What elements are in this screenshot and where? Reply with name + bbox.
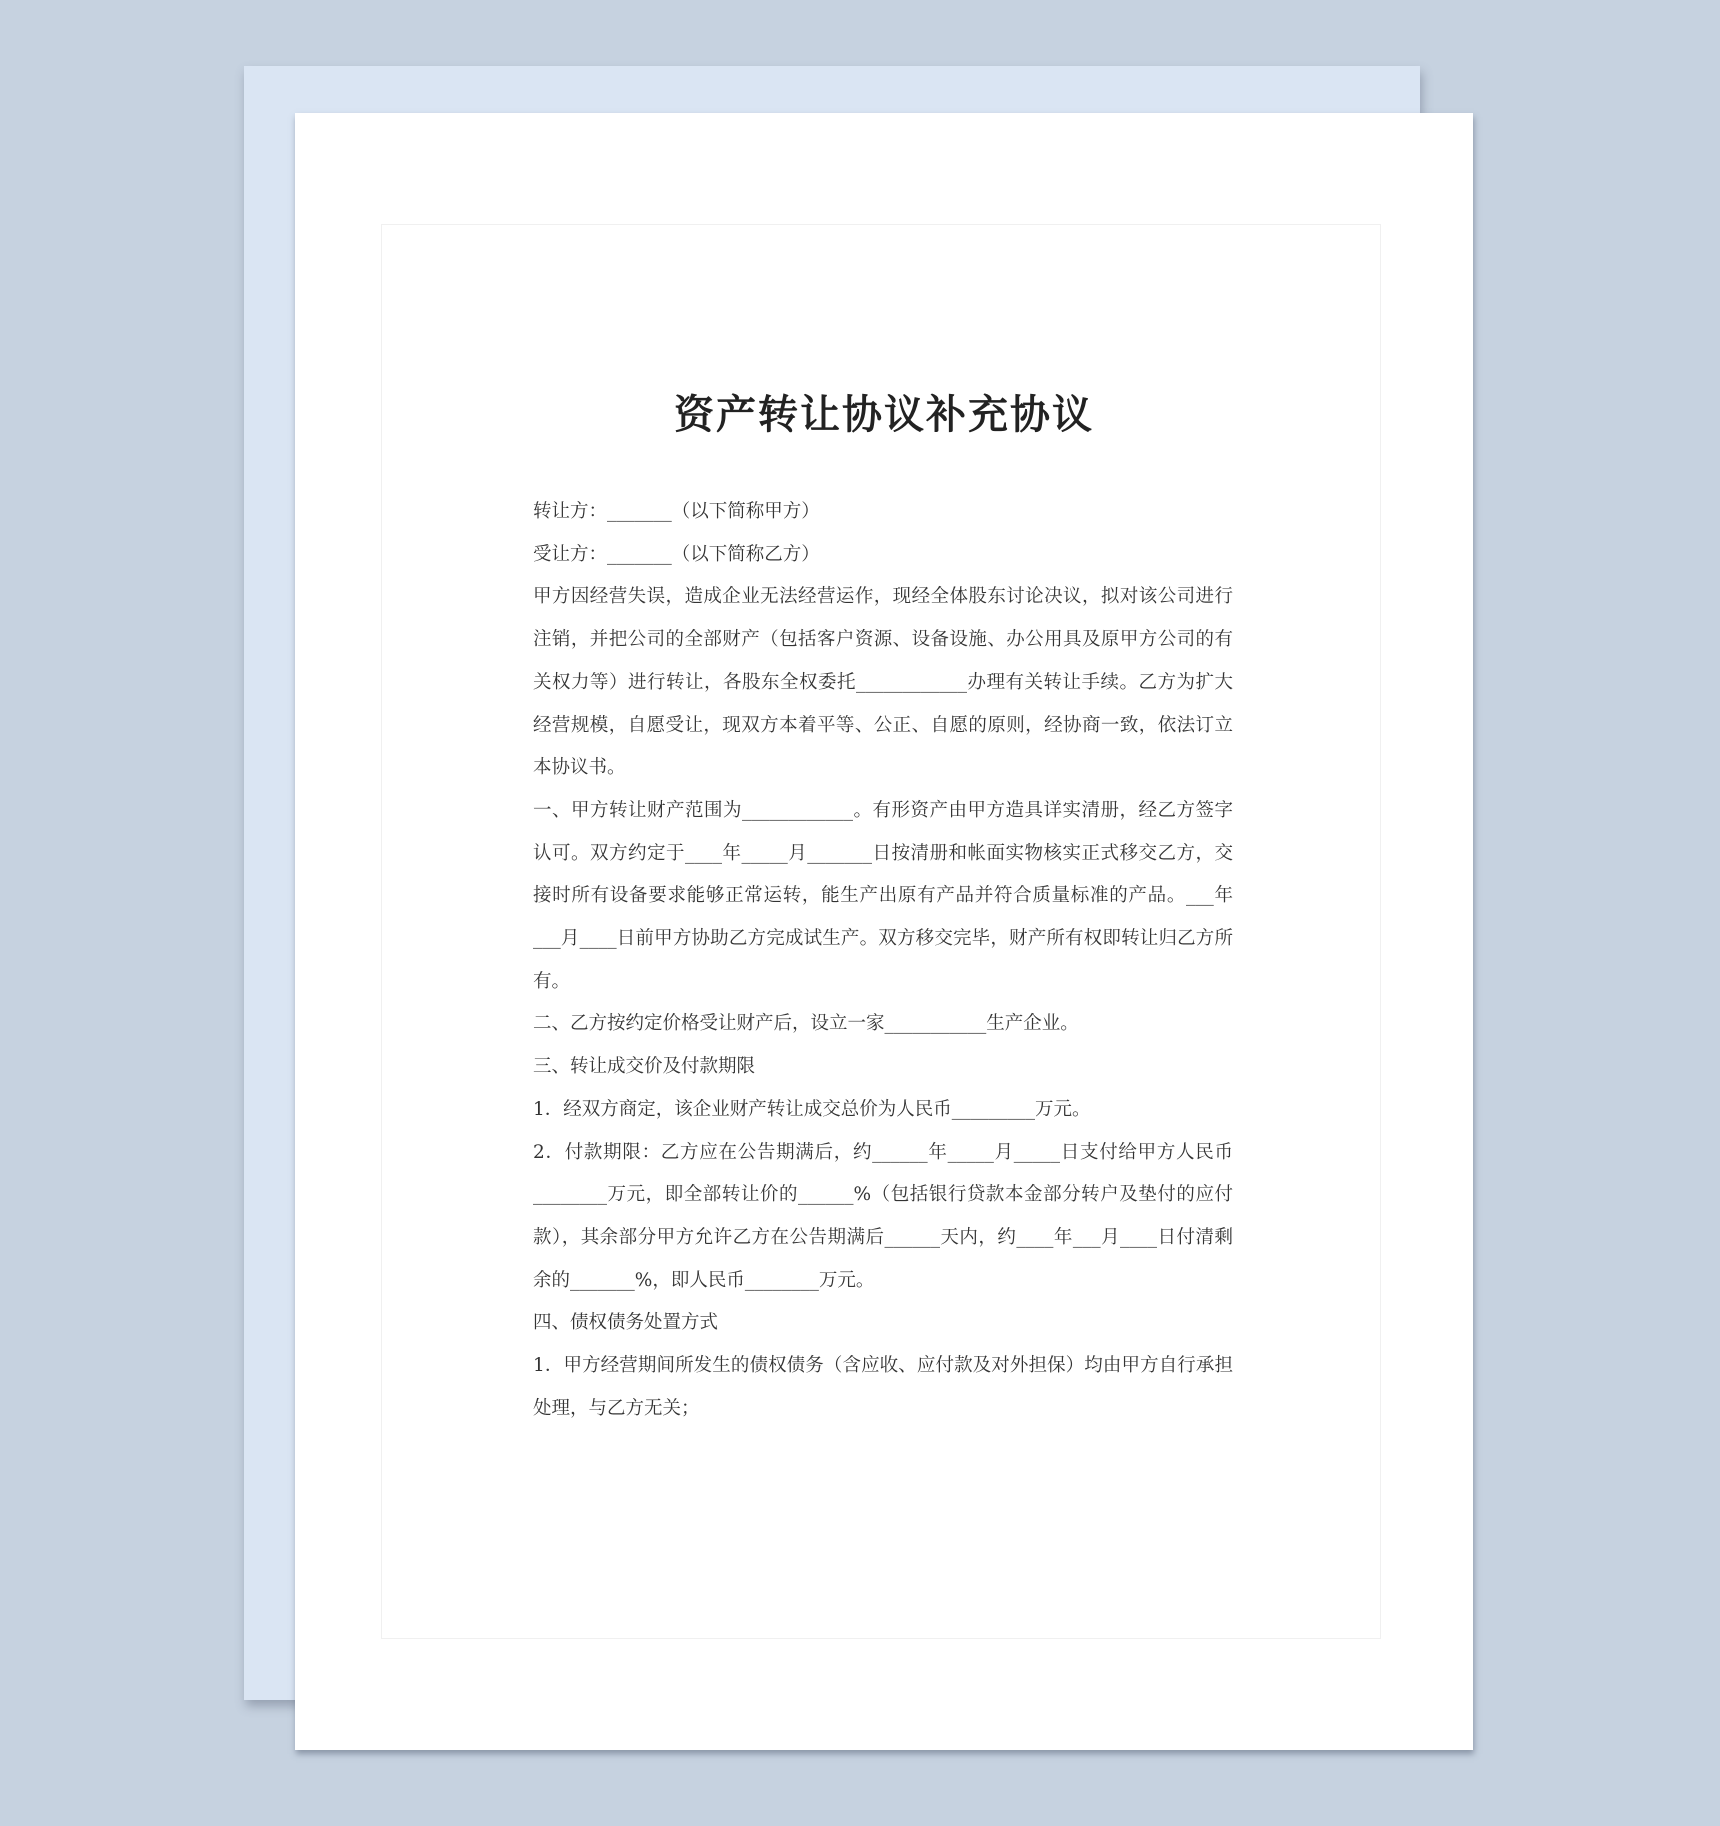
clause-3-heading: 三、转让成交价及付款期限 bbox=[533, 1056, 756, 1078]
party-b-line: 受让方：_______（以下简称乙方） bbox=[533, 543, 820, 565]
preamble-paragraph: 甲方因经营失误，造成企业无法经营运作，现经全体股东讨论决议，拟对该公司进行注销，并把公司的全部财产（包括客户资源、设备设施、办公用具及原甲方公司的有关权力等）进行转让，各股东全权委托____________办理有关转让手续。乙方为扩大经营规模，自愿受让，现双方本着平等、公正、自愿的原则，经协商一致，依法订立本协议书。 bbox=[533, 586, 1233, 779]
document-page bbox=[295, 113, 1473, 1750]
document-title: 资产转让协议补充协议 bbox=[674, 391, 1094, 438]
clause-3-item-2: 2．付款期限：乙方应在公告期满后，约______年_____月_____日支付给甲方人民币________万元，即全部转让价的______%（包括银行贷款本金部分转户及垫付的应付款），其余部分甲方允许乙方在公告期满后______天内，约____年___月____日付清剩余的_______%，即人民币________万元。 bbox=[533, 1141, 1233, 1291]
party-a-line: 转让方：_______（以下简称甲方） bbox=[533, 501, 820, 522]
clause-4-item-1: 1．甲方经营期间所发生的债权债务（含应收、应付款及对外担保）均由甲方自行承担处理，与乙方无关； bbox=[533, 1355, 1233, 1419]
clause-2-new-enterprise: 二、乙方按约定价格受让财产后，设立一家___________生产企业。 bbox=[533, 1013, 1079, 1035]
clause-3-item-1: 1．经双方商定，该企业财产转让成交总价为人民币_________万元。 bbox=[533, 1098, 1091, 1120]
document-body bbox=[533, 491, 1233, 1430]
clause-4-heading: 四、债权债务处置方式 bbox=[533, 1312, 719, 1334]
clause-1-property-scope: 一、甲方转让财产范围为____________。有形资产由甲方造具详实清册，经乙方签字认可。双方约定于____年_____月_______日按清册和帐面实物核实正式移交乙方，交接时所有设备要求能够正常运转，能生产出原有产品并符合质量标准的产品。___年___月____日前甲方协助乙方完成试生产。双方移交完毕，财产所有权即转让归乙方所有。 bbox=[533, 799, 1233, 992]
